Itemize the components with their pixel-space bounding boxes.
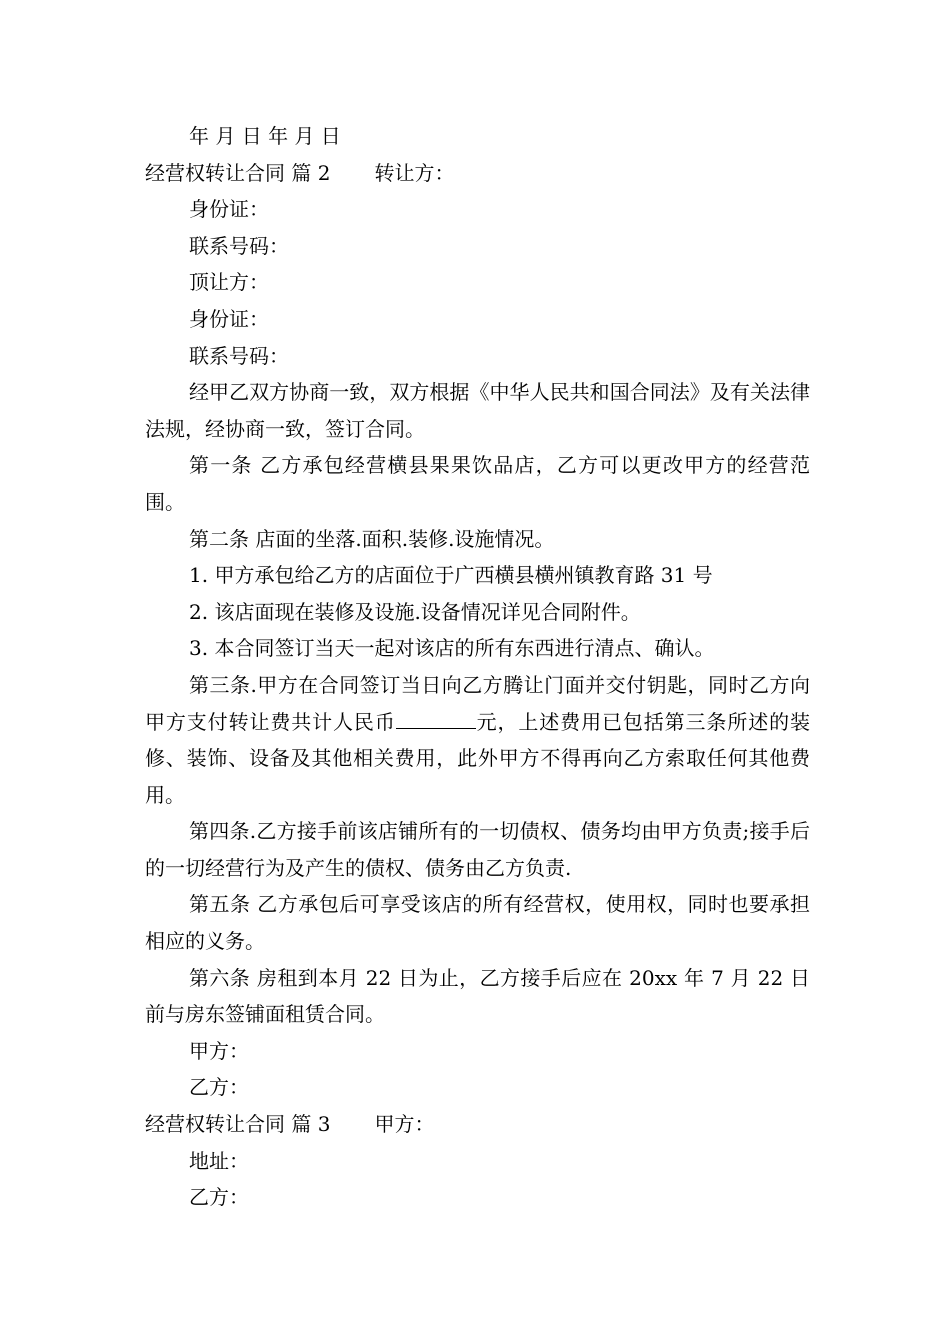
party-a-signature: 甲方：	[189, 1038, 249, 1063]
section-3-party-a-label: 甲方：	[374, 1112, 435, 1137]
article-1: 第一条 乙方承包经营横县果果饮品店，乙方可以更改甲方的经营范围。	[145, 453, 810, 514]
assignee-line: 顶让方：	[189, 270, 269, 295]
article-3-text-before: 第三条.甲方在合同签订当日向乙方腾让门面并交付钥匙，同时乙方向甲方支付转让费共计人民币	[145, 672, 810, 734]
transferor-label: 转让方：	[374, 160, 455, 185]
article-2-item-1: 1. 甲方承包给乙方的店面位于广西横县横州镇教育路 31 号	[189, 563, 713, 588]
date-line	[145, 118, 810, 155]
phone-line-1: 联系号码：	[189, 233, 289, 258]
article-2-item-2: 2. 该店面现在装修及设施.设备情况详见合同附件。	[189, 599, 641, 624]
article-6: 第六条 房租到本月 22 日为止，乙方接手后应在 20xx 年 7 月 22 日前与房东签铺面租赁合同。	[145, 965, 810, 1027]
section-3-heading: 经营权转让合同 篇 3	[145, 1112, 331, 1137]
article-2-item-3: 3. 本合同签订当天一起对该店的所有东西进行清点、确认。	[189, 636, 715, 661]
section-2-heading-line	[145, 155, 810, 192]
section-3-party-b: 乙方：	[189, 1185, 249, 1210]
article-3	[145, 667, 810, 813]
date-text: 年 月 日 年 月 日	[189, 124, 341, 148]
article-5: 第五条 乙方承包后可享受该店的所有经营权，使用权，同时也要承担相应的义务。	[145, 892, 810, 954]
article-4: 第四条.乙方接手前该店铺所有的一切债权、债务均由甲方负责;接手后的一切经营行为及产生的债权、债务由乙方负责.	[145, 819, 810, 880]
section-2-heading: 经营权转让合同 篇 2	[145, 160, 331, 185]
document-body	[145, 118, 810, 1216]
article-3-text-after: 元，上述费用已包括第三条所述的装修、装饰、设备及其他相关费用，此外甲方不得再向乙方索取任何其他费用。	[145, 709, 811, 807]
address-line: 地址：	[189, 1148, 249, 1173]
id-card-line-2: 身份证：	[189, 306, 269, 331]
party-b-signature: 乙方：	[189, 1075, 249, 1100]
phone-line-2: 联系号码：	[189, 343, 289, 368]
intro-paragraph: 经甲乙双方协商一致，双方根据《中华人民共和国合同法》及有关法律法规，经协商一致，签订合同。	[145, 380, 810, 441]
article-2: 第二条 店面的坐落.面积.装修.设施情况。	[189, 526, 555, 551]
section-3-heading-line	[145, 1106, 810, 1143]
id-card-line-1: 身份证：	[189, 197, 269, 222]
amount-blank	[396, 706, 476, 729]
